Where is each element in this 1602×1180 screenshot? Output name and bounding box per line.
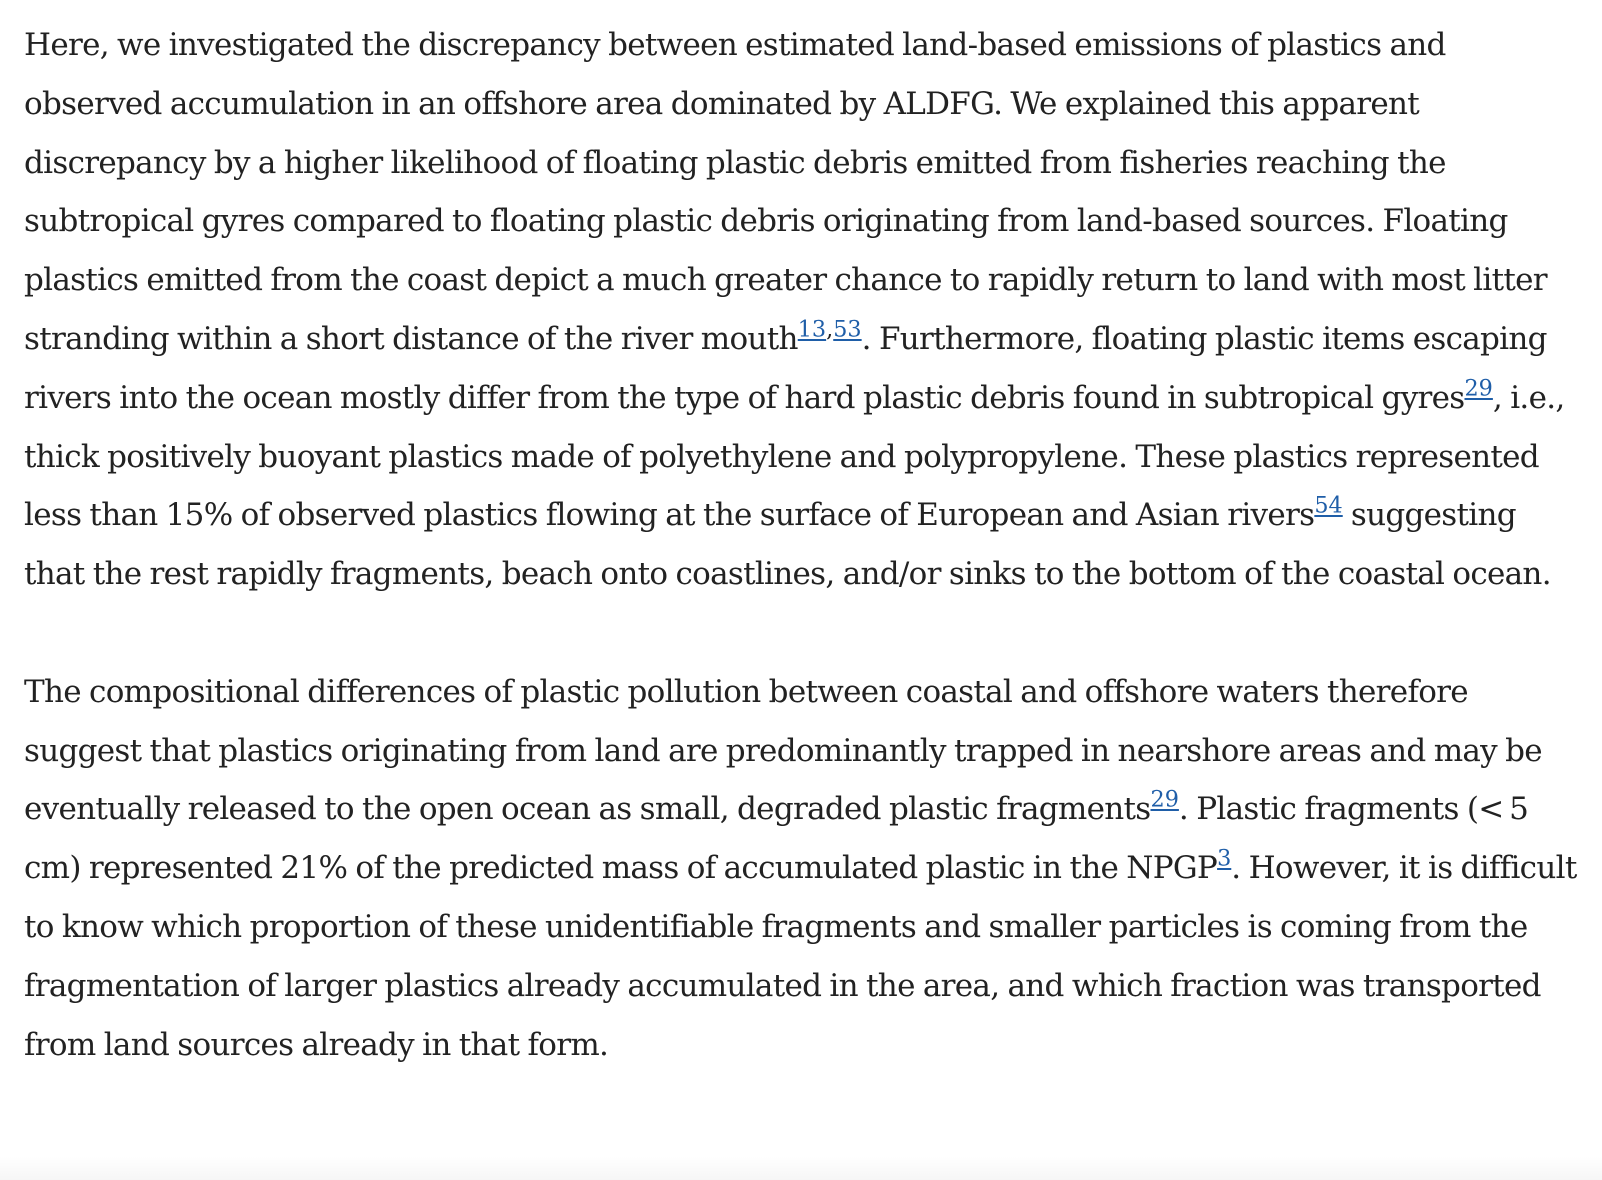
citation-link[interactable]: 29 xyxy=(1464,375,1493,402)
citation-separator: , xyxy=(826,316,834,343)
citation-link[interactable]: 29 xyxy=(1150,787,1179,814)
paragraph xyxy=(24,663,1584,1075)
body-text: . Furthermore, floating plastic items escaping rivers into the ocean mostly differ from the type of hard plastic debris found in subtropical gyres xyxy=(24,320,1547,416)
body-text: . However, it is difficult to know which proportion of these unidentifiable fragments and smaller particles is coming from the fragmentation of larger plastics already accumulated in the area, and which fraction was transported from land sources already in that form. xyxy=(24,850,1577,1063)
body-text: Here, we investigated the discrepancy between estimated land-based emissions of plastics and observed accumulation in an offshore area dominated by ALDFG. We explained this apparent discrepancy by a higher likelihood of floating plastic debris emitted from fisheries reaching the subtropical gyres compared to floating plastic debris originating from land-based sources. Floating plastics emitted from the coast depict a much greater chance to rapidly return to land with most litter stranding within a short distance of the river mouth xyxy=(24,27,1547,357)
body-text: . Plastic fragments (< 5 cm) represented 21% of the predicted mass of accumulated plastic in the NPGP xyxy=(24,791,1534,887)
citation-group xyxy=(1314,493,1342,519)
citation-link[interactable]: 3 xyxy=(1217,845,1232,872)
citation-group xyxy=(1151,787,1179,813)
citation-link[interactable]: 13 xyxy=(797,316,827,343)
body-text: The compositional differences of plastic pollution between coastal and offshore waters therefore suggest that plastics originating from land are predominantly trapped in nearshore areas and may be eventually released to the open ocean as small, degraded plastic fragments xyxy=(24,673,1542,828)
paragraph xyxy=(24,16,1584,604)
citation-link[interactable]: 53 xyxy=(833,316,862,343)
citation-link[interactable]: 54 xyxy=(1314,493,1343,520)
citation-group xyxy=(1464,376,1492,402)
body-text: , i.e., thick positively buoyant plastics made of polyethylene and polypropylene. These plastics represented less than 15% of observed plastics flowing at the surface of European and Asian rivers xyxy=(24,379,1565,534)
body-text: suggesting that the rest rapidly fragments, beach onto coastlines, and/or sinks to the bottom of the coastal ocean. xyxy=(24,497,1551,593)
citation-group xyxy=(798,317,862,343)
article-body xyxy=(24,16,1584,1074)
bottom-edge-shade xyxy=(0,1156,1602,1180)
citation-group xyxy=(1217,846,1231,872)
